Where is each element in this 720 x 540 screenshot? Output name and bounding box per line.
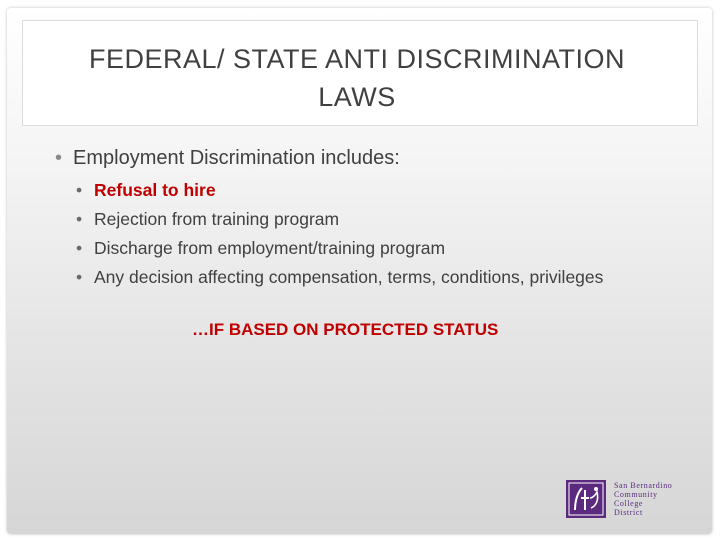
list-item [76,234,603,263]
bullet-icon: • [76,209,83,229]
slide-title [47,40,667,116]
list-item-text: Refusal to hire [94,180,216,200]
list-item [76,176,603,205]
logo-text-line: College [614,499,644,508]
logo-text [614,481,672,517]
title-line-2: LAWS [318,82,396,112]
emphasis-text: …IF BASED ON PROTECTED STATUS [192,320,499,339]
list-item-text: Any decision affecting compensation, terms, conditions, privileges [94,267,604,287]
list-item-text: Discharge from employment/training program [94,238,446,258]
logo-mark-icon [566,480,606,518]
sub-bullet-list [76,176,603,292]
bullet-icon: • [76,267,83,287]
title-box [22,20,698,126]
title-line-1: FEDERAL/ STATE ANTI DISCRIMINATION [88,44,626,74]
district-logo [566,480,690,518]
bullet-icon: • [76,180,83,200]
list-item [76,263,603,292]
main-bullet-text: Employment Discrimination includes: [73,147,400,169]
bullet-icon: • [55,147,63,169]
logo-text-line: District [614,508,643,517]
main-bullet [55,145,400,171]
logo-text-line: San Bernardino [614,481,673,490]
bullet-icon: • [76,238,83,258]
logo-text-line: Community [614,490,658,499]
list-item [76,205,603,234]
list-item-text: Rejection from training program [94,209,340,229]
